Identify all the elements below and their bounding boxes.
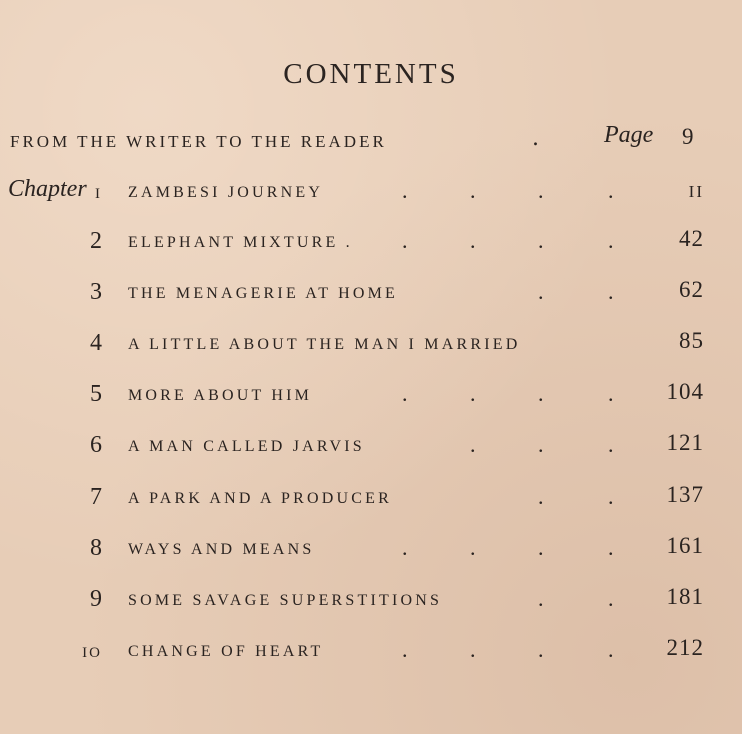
chapter-number: 8	[90, 535, 102, 561]
chapter-page-number: 137	[666, 482, 704, 507]
chapter-page-number: 104	[666, 379, 704, 404]
chapter-title: MORE ABOUT HIM	[128, 387, 313, 404]
leader-dot: .	[402, 535, 408, 560]
chapter-row	[0, 172, 742, 212]
chapter-page-number: 181	[666, 584, 704, 609]
leader-dot: .	[608, 381, 614, 406]
chapter-row	[0, 222, 742, 262]
chapter-title: A LITTLE ABOUT THE MAN I MARRIED	[128, 336, 521, 353]
chapter-number: 2	[90, 228, 102, 254]
chapter-number: 7	[90, 484, 102, 510]
chapter-row	[0, 324, 742, 364]
chapter-title: ELEPHANT MIXTURE .	[128, 234, 353, 251]
chapter-row	[0, 375, 742, 415]
leader-dot: .	[608, 228, 614, 253]
prelim-title: FROM THE WRITER TO THE READER	[10, 132, 387, 151]
leader-dot: .	[470, 228, 476, 253]
leader-dot: .	[538, 484, 544, 509]
leader-dot: .	[608, 484, 614, 509]
chapter-title: ZAMBESI JOURNEY	[128, 184, 324, 201]
leader-dot: .	[402, 637, 408, 662]
page-label: Page	[604, 122, 654, 148]
prelim-entry	[0, 120, 742, 160]
chapter-number: 9	[90, 586, 102, 612]
leader-dot: .	[402, 178, 408, 203]
chapter-row	[0, 478, 742, 518]
chapter-page-number: 85	[679, 328, 704, 353]
chapter-number: IO	[82, 645, 102, 661]
chapter-number: 5	[90, 381, 102, 407]
chapter-page-number: 42	[679, 226, 704, 251]
chapter-label: Chapter	[8, 176, 87, 202]
chapter-page-number: 212	[666, 635, 704, 660]
leader-dot: .	[402, 228, 408, 253]
leader-dot: .	[470, 432, 476, 457]
leader-dot: .	[470, 381, 476, 406]
page-title: CONTENTS	[283, 58, 459, 90]
chapter-row	[0, 529, 742, 569]
leader-dot: .	[538, 637, 544, 662]
chapter-page-number: 62	[679, 277, 704, 302]
chapter-title: A MAN CALLED JARVIS	[128, 438, 365, 455]
chapter-row	[0, 426, 742, 466]
chapter-row	[0, 273, 742, 313]
leader-dot: .	[470, 535, 476, 560]
chapter-number: 3	[90, 279, 102, 305]
leader-dot: .	[608, 279, 614, 304]
leader-dot: .	[538, 381, 544, 406]
chapter-title: A PARK AND A PRODUCER	[128, 490, 393, 507]
leader-dot: .	[608, 535, 614, 560]
leader-dot: .	[538, 178, 544, 203]
chapter-title: THE MENAGERIE AT HOME	[128, 285, 399, 302]
leader-dot: .	[608, 178, 614, 203]
leader-dot: .	[608, 432, 614, 457]
chapter-row	[0, 580, 742, 620]
chapter-number: 6	[90, 432, 102, 458]
chapter-title: SOME SAVAGE SUPERSTITIONS	[128, 592, 443, 609]
chapter-number: 4	[90, 330, 102, 356]
leader-dot: .	[538, 279, 544, 304]
chapter-page-number: 161	[666, 533, 704, 558]
leader-dot: .	[470, 637, 476, 662]
chapter-row	[0, 631, 742, 671]
leader-dot: .	[538, 535, 544, 560]
leader-dot: .	[538, 586, 544, 611]
leader-dot: .	[538, 228, 544, 253]
chapter-page-number: 121	[666, 430, 704, 455]
leader-dot: .	[608, 586, 614, 611]
leader-dot: .	[532, 126, 539, 151]
leader-dot: .	[608, 637, 614, 662]
prelim-page-number: 9	[682, 124, 694, 149]
chapter-number: I	[95, 186, 102, 202]
chapter-title: CHANGE OF HEART	[128, 643, 324, 660]
chapter-page-number: II	[688, 182, 704, 201]
leader-dot: .	[402, 381, 408, 406]
leader-dot: .	[470, 178, 476, 203]
leader-dot: .	[538, 432, 544, 457]
chapter-title: WAYS AND MEANS	[128, 541, 315, 558]
